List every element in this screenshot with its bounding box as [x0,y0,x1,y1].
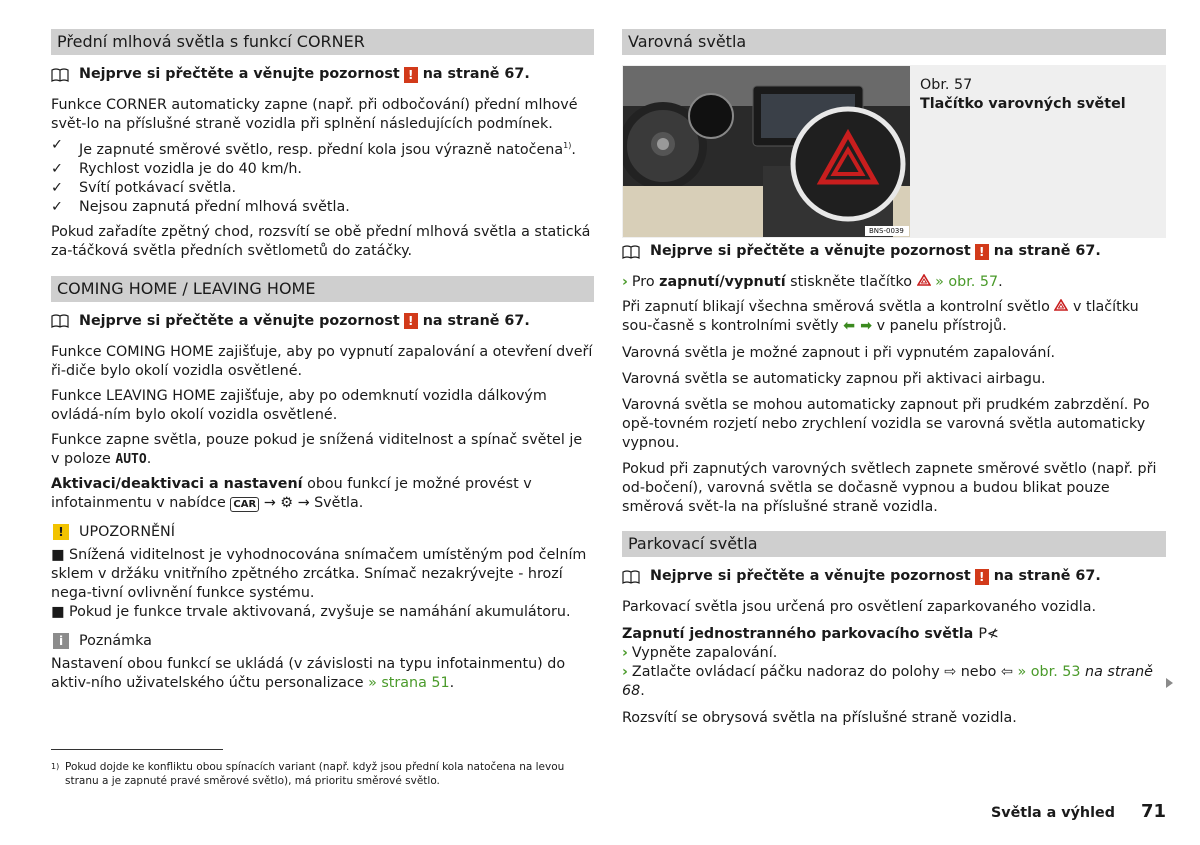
settings-paragraph: Aktivaci/deaktivaci a nastavení obou funkcí je možné provést v infotainmentu v nabídce CAR → ⚙ → Světla. [51,475,532,511]
parking-step: › Zatlačte ovládací páčku nadoraz do polohy ⇨ nebo ⇦ » obr. 53 na straně 68. [622,664,1153,699]
step-arrow-icon: › [622,645,628,661]
list-item: ✓ Nejsou zapnutá přední mlhová světla. [51,198,350,215]
list-item: ✓ Je zapnuté směrové světlo, resp. přední kola jsou výrazně natočena$^{1)}$. [51,137,576,158]
book-icon [51,314,69,328]
parking-step: › Vypněte zapalování. [622,645,778,661]
menu-path: → ⚙ → Světla. [263,494,364,511]
footnote-text: Pokud dojde ke konfliktu obou spínacích variant (např. když jsou přední kola natočena na levou stranu a je zapnuté pravé směrové světlo), má prioritu směrové světlo. [65,761,565,787]
read-warning-line [622,567,1166,586]
right-column [622,29,1166,728]
list-item: ✓ Rychlost vozidla je do 40 km/h. [51,160,302,177]
section-heading-parking: Parkovací světla [622,531,1166,557]
read-warning-line [51,65,594,84]
caution-item: ■ Snížená viditelnost je vyhodnocována snímačem umístěným pod čelním sklem v držáku vnitřního zpětného zrcátka. Snímač nezakrývejte - hrozí nega-tivní ovlivnění funkce systému. [51,546,587,601]
left-column [51,29,594,693]
read-warning-line [51,312,594,331]
figure-code: BNS-0039 [869,227,904,235]
warning-exclamation-icon: ! [975,569,989,585]
warning-prefix: Nejprve si přečtěte a věnujte pozornost [79,312,400,329]
lever-right-icon: ⇨ [944,664,957,680]
hazard-paragraph: Varovná světla se mohou automaticky zapnout při prudkém zabrzdění. Po opě-tovném rozjetí nebo zrychlení vozidla se varovná světla automaticky vypnou. [622,397,1150,451]
condition-paragraph: Funkce zapne světla, pouze pokud je snížená viditelnost a spínač světel je v poloze AUTO. [51,431,583,467]
section-heading-coming-home: COMING HOME / LEAVING HOME [51,276,594,302]
figure-link[interactable]: » obr. 57 [935,274,999,290]
hazard-paragraph: Varovná světla se automaticky zapnou při aktivaci airbagu. [622,371,1046,387]
leaving-home-paragraph: Funkce LEAVING HOME zajišťuje, aby po odemknutí vozidla dálkovým ovládá-ním bylo okolí vozidla osvětlené. [51,387,547,423]
checkmark-icon: ✓ [51,179,63,196]
corner-outro: Pokud zařadíte zpětný chod, rozsvítí se obě přední mlhová světla a statická za-táčková světla předních světlometů do zatáčky. [51,223,591,259]
hazard-step: › Pro zapnutí/vypnutí stiskněte tlačítko » obr. 57. [622,274,1003,290]
corner-intro: Funkce CORNER automaticky zapne (např. při odbočování) přední mlhové svět-lo na příslušné straně vozidla při splnění následujících podmínek. [51,97,578,132]
warning-page-link[interactable]: na straně 67. [422,312,530,329]
figure-image [623,66,910,237]
checkmark-icon: ✓ [51,137,63,153]
caution-item: ■ Pokud je funkce trvale aktivovaná, zvyšuje se namáhání akumulátoru. [51,603,571,620]
step-arrow-icon: › [622,274,628,290]
note-header: i Poznámka [51,632,594,651]
parking-paragraph: Rozsvítí se obrysová světla na příslušné straně vozidla. [622,710,1017,726]
warning-exclamation-icon: ! [975,244,989,260]
hazard-paragraph: Varovná světla je možné zapnout i při vypnutém zapalování. [622,345,1056,361]
warning-exclamation-icon: ! [404,313,418,329]
figure-label: Obr. 57 [920,77,973,93]
book-icon [622,570,640,584]
auto-switch-icon: AUTO [115,451,147,467]
caution-icon: ! [53,524,69,540]
read-warning-line [622,242,1166,261]
warning-page-link[interactable]: na straně 67. [422,66,530,82]
figure-caption [920,76,1160,114]
hazard-paragraph: Při zapnutí blikají všechna směrová světla a kontrolní světlo v tlačítku sou-časně s kontrolními světly ⬅ ➡ v panelu přístrojů. [622,299,1139,334]
warning-page-link[interactable]: na straně 67. [993,568,1101,584]
page-number: 71 [1140,801,1166,822]
coming-home-paragraph: Funkce COMING HOME zajišťuje, aby po vypnutí zapalování a otevření dveří ři-diče bylo okolí vozidla osvětlené. [51,343,593,379]
info-icon: i [53,633,69,649]
corner-condition-list [51,136,594,217]
hazard-paragraph: Pokud při zapnutých varovných světlech zapnete směrové světlo (např. při od-bočení), varovná světla se dočasně vypnou a budou blikat pouze směrová svět-la na příslušné straně vozidla. [622,461,1157,515]
hazard-triangle-icon [1054,299,1068,311]
section-heading-corner: Přední mlhová světla s funkcí CORNER [51,29,594,55]
warning-prefix: Nejprve si přečtěte a věnujte pozornost [650,568,971,584]
section-heading-hazard: Varovná světla [622,29,1166,55]
warning-page-link[interactable]: na straně 67. [993,243,1101,259]
checkmark-icon: ✓ [51,198,63,215]
footnote-mark: 1) [51,762,60,771]
footnote [51,760,596,788]
warning-exclamation-icon: ! [404,67,418,83]
parking-subtitle: Zapnutí jednostranného parkovacího světla P≮ [622,626,999,642]
caution-header: ! UPOZORNĚNÍ [51,523,594,542]
lever-left-icon: ⇦ [1000,664,1013,680]
figure-link[interactable]: » obr. 53 [1017,664,1081,680]
list-item: ✓ Svítí potkávací světla. [51,179,237,196]
book-icon [622,245,640,259]
dashboard-illustration [623,66,910,237]
car-menu-key-icon[interactable]: CAR [230,497,259,512]
figure-box [622,65,1166,238]
note-text: Nastavení obou funkcí se ukládá (v závislosti na typu infotainmentu) do aktiv-ního uživatelského účtu personalizace » strana 51. [51,655,566,691]
turn-signal-arrows-icon: ⬅ ➡ [843,318,873,334]
footer-section-title: Světla a výhled [990,805,1115,821]
parking-paragraph: Parkovací světla jsou určená pro osvětlení zaparkovaného vozidla. [622,599,1097,615]
page-link[interactable]: » strana 51 [368,674,450,691]
book-icon [51,68,69,82]
page-footer [991,802,1166,823]
warning-prefix: Nejprve si přečtěte a věnujte pozornost [79,66,400,82]
figure-title: Tlačítko varovných světel [920,96,1126,112]
parking-light-icon: P≮ [978,626,999,642]
footnote-divider [51,749,223,750]
footnote-ref[interactable]: 1) [563,141,572,150]
step-arrow-icon: › [622,664,628,680]
continue-arrow-icon [1166,678,1173,688]
hazard-triangle-icon [917,274,931,286]
warning-prefix: Nejprve si přečtěte a věnujte pozornost [650,243,971,259]
checkmark-icon: ✓ [51,160,63,177]
